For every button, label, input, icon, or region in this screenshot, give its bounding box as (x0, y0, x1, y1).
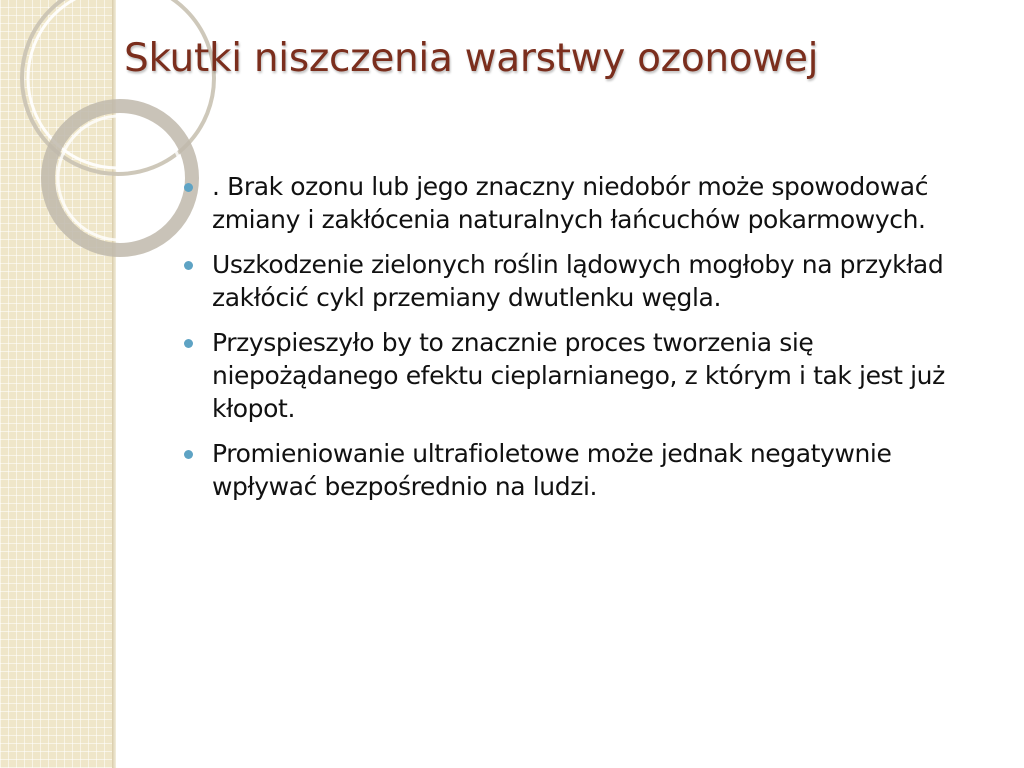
bullet-dot-icon (184, 183, 193, 192)
bullet-text: Przyspieszyło by to znacznie proces tworzenia się niepożądanego efektu cieplarnianego, z którym i tak jest już kłopot. (212, 328, 945, 423)
bullet-dot-icon (184, 339, 193, 348)
bullet-text: Uszkodzenie zielonych roślin lądowych mogłoby na przykład zakłócić cykl przemiany dwutlenku węgla. (212, 250, 944, 312)
bullet-list (182, 170, 997, 515)
bullet-dot-icon (184, 450, 193, 459)
bullet-item (182, 326, 997, 425)
bullet-dot-icon (184, 261, 193, 270)
bullet-item (182, 248, 997, 314)
slide-title: Skutki niszczenia warstwy ozonowej (124, 36, 819, 81)
bullet-text: . Brak ozonu lub jego znaczny niedobór może spowodować zmiany i zakłócenia naturalnych łańcuchów pokarmowych. (212, 172, 929, 234)
bullet-text: Promieniowanie ultrafioletowe może jednak negatywnie wpływać bezpośrednio na ludzi. (212, 439, 892, 501)
bullet-item (182, 437, 997, 503)
bullet-item (182, 170, 997, 236)
